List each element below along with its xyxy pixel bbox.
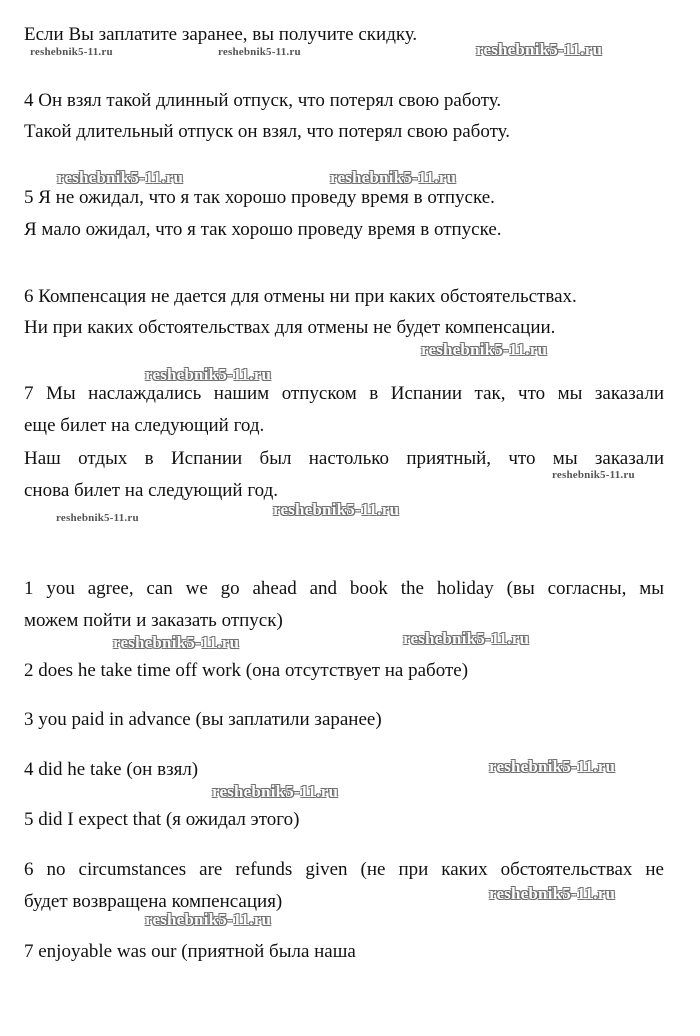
watermark: reshebnik5-11.ru: [57, 168, 184, 187]
text-line: 5 did I expect that (я ожидал этого): [24, 809, 300, 830]
text-line: 1 you agree, can we go ahead and book the holiday (вы согласны, мы: [24, 578, 664, 599]
watermark: reshebnik5-11.ru: [552, 469, 635, 481]
watermark: reshebnik5-11.ru: [403, 629, 530, 648]
text-line: Такой длительный отпуск он взял, что потерял свою работу.: [24, 121, 511, 142]
watermark: reshebnik5-11.ru: [113, 633, 240, 652]
text-line: снова билет на следующий год.: [24, 480, 279, 501]
text-line: Я мало ожидал, что я так хорошо проведу время в отпуске.: [24, 219, 502, 240]
text-line: 4 Он взял такой длинный отпуск, что потерял свою работу.: [24, 90, 502, 111]
text-line: Если Вы заплатите заранее, вы получите скидку.: [24, 24, 418, 45]
watermark: reshebnik5-11.ru: [56, 512, 139, 524]
watermark: reshebnik5-11.ru: [218, 46, 301, 58]
text-line: 5 Я не ожидал, что я так хорошо проведу время в отпуске.: [24, 187, 495, 208]
watermark: reshebnik5-11.ru: [330, 168, 457, 187]
text-line: 7 enjoyable was our (приятной была наша: [24, 941, 356, 962]
text-line: Ни при каких обстоятельствах для отмены не будет компенсации.: [24, 317, 556, 338]
text-line: 4 did he take (он взял): [24, 759, 199, 780]
watermark: reshebnik5-11.ru: [489, 884, 616, 903]
watermark: reshebnik5-11.ru: [476, 40, 603, 59]
text-line: еще билет на следующий год.: [24, 415, 265, 436]
watermark: reshebnik5-11.ru: [30, 46, 113, 58]
text-line: 3 you paid in advance (вы заплатили заранее): [24, 709, 382, 730]
watermark: reshebnik5-11.ru: [145, 365, 272, 384]
watermark: reshebnik5-11.ru: [212, 782, 339, 801]
watermark: reshebnik5-11.ru: [273, 500, 400, 519]
text-line: 6 Компенсация не дается для отмены ни при каких обстоятельствах.: [24, 286, 577, 307]
text-line: 2 does he take time off work (она отсутствует на работе): [24, 660, 469, 681]
watermark: reshebnik5-11.ru: [489, 757, 616, 776]
text-line: 6 no circumstances are refunds given (не при каких обстоятельствах не: [24, 859, 664, 880]
text-line: Наш отдых в Испании был настолько приятный, что мы заказали: [24, 448, 664, 469]
text-line: 7 Мы наслаждались нашим отпуском в Испании так, что мы заказали: [24, 383, 664, 404]
text-line: будет возвращена компенсация): [24, 891, 283, 912]
text-line: можем пойти и заказать отпуск): [24, 610, 283, 631]
watermark: reshebnik5-11.ru: [145, 910, 272, 929]
watermark: reshebnik5-11.ru: [421, 340, 548, 359]
